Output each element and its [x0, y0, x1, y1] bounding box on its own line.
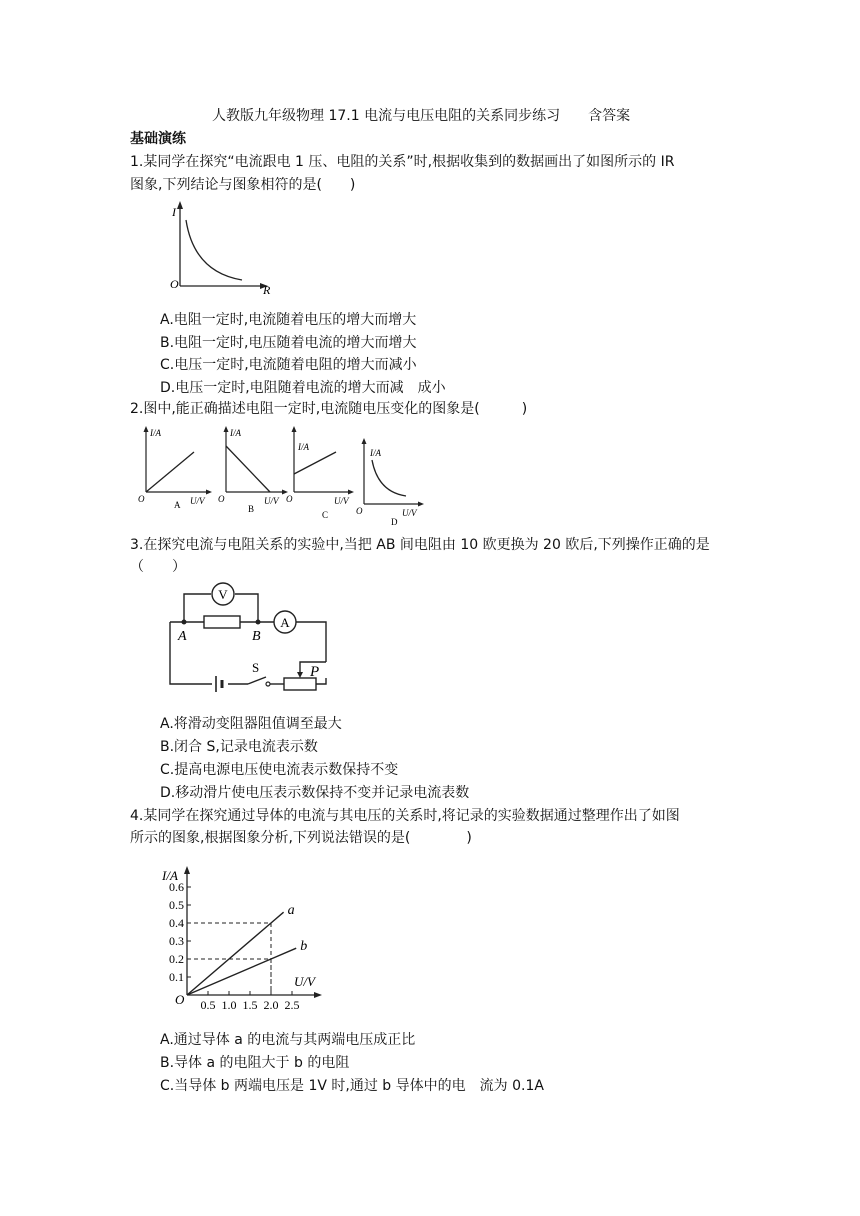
q4-x-tick-label: 1.5 [242, 998, 258, 1010]
q3-resistor [204, 616, 240, 628]
q2-c-letter: C [322, 510, 329, 520]
q2-graph-b [218, 426, 288, 514]
q2-b-x-label: U/V [264, 496, 279, 506]
q2-a-origin: O [138, 494, 145, 504]
q4-option-c: C.当导体 b 两端电压是 1V 时,通过 b 导体中的电 流为 0.1A [160, 1078, 544, 1094]
q3-switch-blade [248, 677, 266, 684]
q1-option-b: B.电阻一定时,电压随着电流的增大而增大 [160, 335, 417, 351]
q4-y-tick-label: 0.5 [169, 898, 184, 912]
q1-y-label: I [172, 205, 176, 219]
q3-slider-label: P [310, 664, 320, 680]
q2-graph-set [130, 420, 430, 528]
q2-c-origin: O [286, 494, 293, 504]
q1-origin-label: O [170, 277, 179, 291]
q2-b-origin: O [218, 494, 225, 504]
q4-series-a-line [187, 912, 284, 995]
q4-stem-line1: 4.某同学在探究通过导体的电流与其电压的关系时,将记录的实验数据通过整理作出了如图 [130, 808, 680, 824]
q3-node-a [182, 620, 187, 625]
q3-circuit-diagram [160, 580, 360, 708]
q3-node-b [256, 620, 261, 625]
q3-ammeter-label: A [280, 615, 290, 630]
q4-y-tick-label: 0.2 [169, 952, 184, 966]
q4-iu-chart [158, 858, 328, 1010]
q3-wire-left [170, 622, 212, 684]
q2-d-y-label: I/A [370, 448, 381, 458]
q3-label-a: A [178, 629, 187, 644]
q2-d-x-label: U/V [402, 508, 417, 518]
q4-series-b-line [187, 948, 296, 995]
q4-y-label: I/A [162, 868, 178, 883]
q2-d-curve [372, 460, 406, 496]
q1-x-label: R [263, 283, 271, 296]
q4-y-tick-label: 0.4 [169, 916, 184, 930]
q2-a-letter: A [174, 500, 181, 510]
q1-ir-graph [160, 198, 280, 296]
q4-y-tick-label: 0.1 [169, 970, 184, 984]
page-title: 人教版九年级物理 17.1 电流与电压电阻的关系同步练习 含答案 [212, 108, 631, 124]
q1-option-c: C.电压一定时,电流随着电阻的增大而减小 [160, 357, 417, 373]
q2-c-y-label: I/A [298, 442, 309, 452]
q4-y-tick-label: 0.6 [169, 880, 184, 894]
q4-option-b: B.导体 a 的电阻大于 b 的电阻 [160, 1055, 350, 1071]
q1-option-a: A.电阻一定时,电流随着电压的增大而增大 [160, 312, 417, 328]
q3-option-b: B.闭合 S,记录电流表示数 [160, 739, 318, 755]
q2-graph-a [138, 426, 212, 510]
q4-x-arrow [314, 992, 322, 998]
q4-x-tick-label: 2.0 [263, 998, 279, 1010]
q3-voltmeter-label: V [218, 587, 228, 602]
q3-switch-label: S [252, 660, 260, 675]
q1-option-d: D.电压一定时,电阻随着电流的增大而减 成小 [160, 380, 446, 396]
q2-stem: 2.图中,能正确描述电阻一定时,电流随电压变化的图象是( ) [130, 401, 528, 417]
q3-stem-line1: 3.在探究电流与电阻关系的实验中,当把 AB 间电阻由 10 欧更换为 20 欧后,下列操作正确的是 [130, 537, 710, 553]
q2-a-y-label: I/A [150, 428, 161, 438]
q2-graph-c [286, 426, 354, 520]
q2-a-line [146, 452, 194, 492]
q2-d-origin: O [356, 506, 363, 516]
q1-stem-line1: 1.某同学在探究“电流跟电 1 压、电阻的关系”时,根据收集到的数据画出了如图所示的 IR [130, 154, 675, 170]
q4-y-arrow [184, 866, 190, 874]
q4-x-label: U/V [294, 974, 315, 989]
q3-label-b: B [252, 629, 261, 644]
q2-b-y-label: I/A [230, 428, 241, 438]
q4-stem-line2: 所示的图象,根据图象分析,下列说法错误的是( ) [130, 830, 472, 846]
q2-c-line [294, 452, 336, 474]
q3-stem-line2: （ ） [130, 559, 186, 575]
q4-x-tick-label: 2.5 [284, 998, 300, 1010]
q4-option-a: A.通过导体 a 的电流与其两端电压成正比 [160, 1032, 416, 1048]
q3-option-a: A.将滑动变阻器阻值调至最大 [160, 716, 342, 732]
q4-series-a-label: a [287, 903, 295, 919]
q4-origin-label: O [175, 992, 185, 1007]
q1-curve [186, 220, 242, 280]
q2-b-line [226, 446, 270, 492]
q3-switch-contact [266, 682, 270, 686]
q4-x-tick-label: 0.5 [200, 998, 216, 1010]
q2-c-x-label: U/V [334, 496, 349, 506]
q4-x-tick-label: 1.0 [221, 998, 237, 1010]
q3-option-d: D.移动滑片使电压表示数保持不变并记录电流表数 [160, 785, 470, 801]
q4-y-tick-label: 0.3 [169, 934, 184, 948]
q2-d-letter: D [391, 517, 398, 527]
q1-y-arrow [177, 201, 183, 209]
q4-series-b-label: b [300, 939, 308, 955]
q3-option-c: C.提高电源电压使电流表示数保持不变 [160, 762, 399, 778]
q3-wire-top-right [296, 622, 326, 662]
q2-b-letter: B [248, 504, 255, 514]
q2-a-x-label: U/V [190, 496, 205, 506]
q3-slider-arrow [297, 672, 303, 678]
section-heading: 基础演练 [130, 131, 186, 147]
q2-graph-d [356, 438, 424, 527]
q1-stem-line2: 图象,下列结论与图象相符的是( ) [130, 177, 356, 193]
